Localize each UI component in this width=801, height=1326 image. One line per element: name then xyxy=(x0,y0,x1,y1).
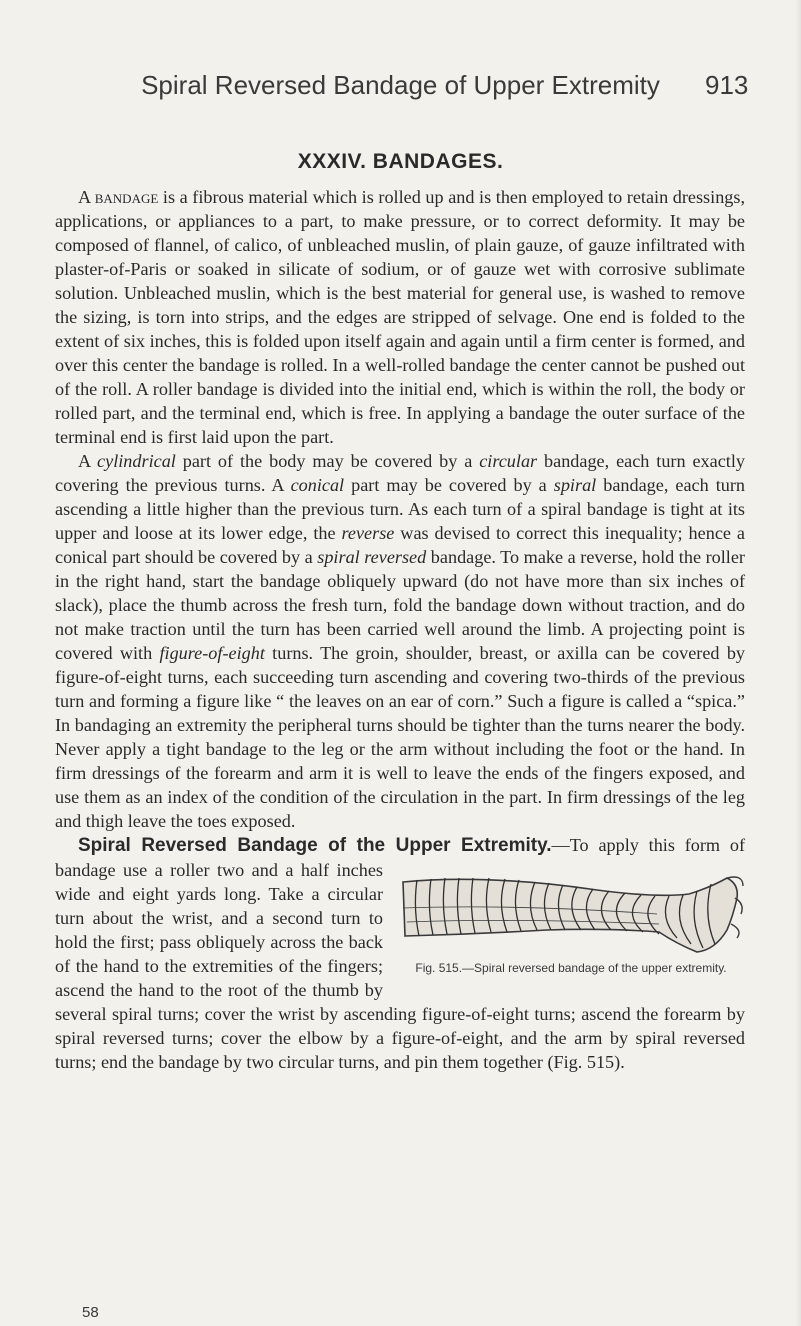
paragraph-bandage-definition xyxy=(55,185,745,449)
italic-term: reverse xyxy=(341,523,395,543)
body-text xyxy=(55,185,745,1074)
figure-caption: Fig. 515.—Spiral reversed bandage of the upper extremity. xyxy=(415,961,727,975)
italic-term: spiral reversed xyxy=(317,547,427,567)
text-run: turns. The groin, shoulder, breast, or axilla can be covered by figure-of-eight turns, each succeeding turn ascending and covering two-thirds of the previous turn and forming a figure like “ the leaves on an ear of corn.” Such a figure is called a “spica.” In bandaging an extremity the peripheral turns should be tighter than the turns nearer the body. Never apply a tight bandage to the leg or the arm without including the foot or the hand. In firm dressings of the forearm and arm it is well to leave the ends of the fingers exposed, and use them as an index of the condition of the circulation in the part. In firm dressings of the leg and thigh leave the toes exposed. xyxy=(55,643,746,831)
lead-small-caps: A bandage xyxy=(78,187,159,207)
italic-term: spiral xyxy=(553,475,597,495)
signature-mark: 58 xyxy=(82,1304,99,1321)
italic-term: circular xyxy=(479,451,538,471)
paragraph-text: —To apply this form of bandage use a roller two and a half inches wide and eight yards long. Take a circular turn about the wrist, and a second turn to hold the first; pass obliquely across the back of the hand to the extremities of the fingers; ascend the hand to the root of the thumb by several spiral turns; cover the wrist by ascending figure-of-eight turns; ascend the forearm by spiral reversed turns; cover the elbow by a figure-of-eight, and the arm by spiral reversed turns; end the bandage by two circular turns, and pin them together (Fig. 515). xyxy=(55,835,746,1072)
section-heading: Spiral Reversed Bandage of the Upper Extremity. xyxy=(78,835,552,856)
chapter-title: XXXIV. BANDAGES. xyxy=(297,150,504,173)
text-run: bandage. To make a reverse, hold the roller in the right hand, start the bandage obliquely upward (do not have more than six inches of slack), place the thumb across the fresh turn, fold the bandage down without traction, and do not make traction until the turn has been carried well around the limb. A projecting point is covered with xyxy=(55,547,745,663)
paragraph-upper-extremity xyxy=(55,833,745,1074)
text-run: bandage, each turn exactly covering the previous turns. A xyxy=(55,451,745,495)
running-head: Spiral Reversed Bandage of Upper Extremity xyxy=(141,70,660,100)
text-run: bandage, each turn ascending a little higher than the previous turn. As each turn of a spiral bandage is tight at its upper and loose at its lower edge, the xyxy=(55,475,745,543)
text-run: was devised to correct this inequality; hence a conical part should be covered by a xyxy=(55,523,745,567)
page-edge-shadow xyxy=(795,0,801,1326)
text-run: part of the body may be covered by a xyxy=(175,451,480,471)
bandaged-arm-illustration xyxy=(397,864,745,960)
figure-515 xyxy=(397,864,745,994)
italic-term: conical xyxy=(290,475,345,495)
text-run: A xyxy=(78,451,98,471)
italic-term: figure-of-eight xyxy=(159,643,265,663)
paragraph-text: is a fibrous material which is rolled up and is then employed to retain dressings, applications, or appliances to a part, to make pressure, or to correct deformity. It may be composed of flannel, of calico, of unbleached muslin, of plain gauze, of gauze infiltrated with plaster-of-Paris or soaked in silicate of sodium, or of gauze wet with corrosive sublimate solution. Unbleached muslin, which is the best material for general use, is washed to remove the sizing, is torn into strips, and the edges are stripped of selvage. One end is folded to the extent of six inches, this is folded upon itself again and again until a firm center is formed, and over this center the bandage is rolled. In a well-rolled bandage the center cannot be pushed out of the roll. A roller bandage is divided into the initial end, which is within the roll, the body or rolled part, and the terminal end, which is free. In applying a bandage the outer surface of the terminal end is first laid upon the part. xyxy=(55,187,746,447)
text-run: part may be covered by a xyxy=(344,475,554,495)
italic-term: cylindrical xyxy=(97,451,176,471)
page-number: 913 xyxy=(705,70,749,100)
paragraph-bandage-types xyxy=(55,449,745,833)
